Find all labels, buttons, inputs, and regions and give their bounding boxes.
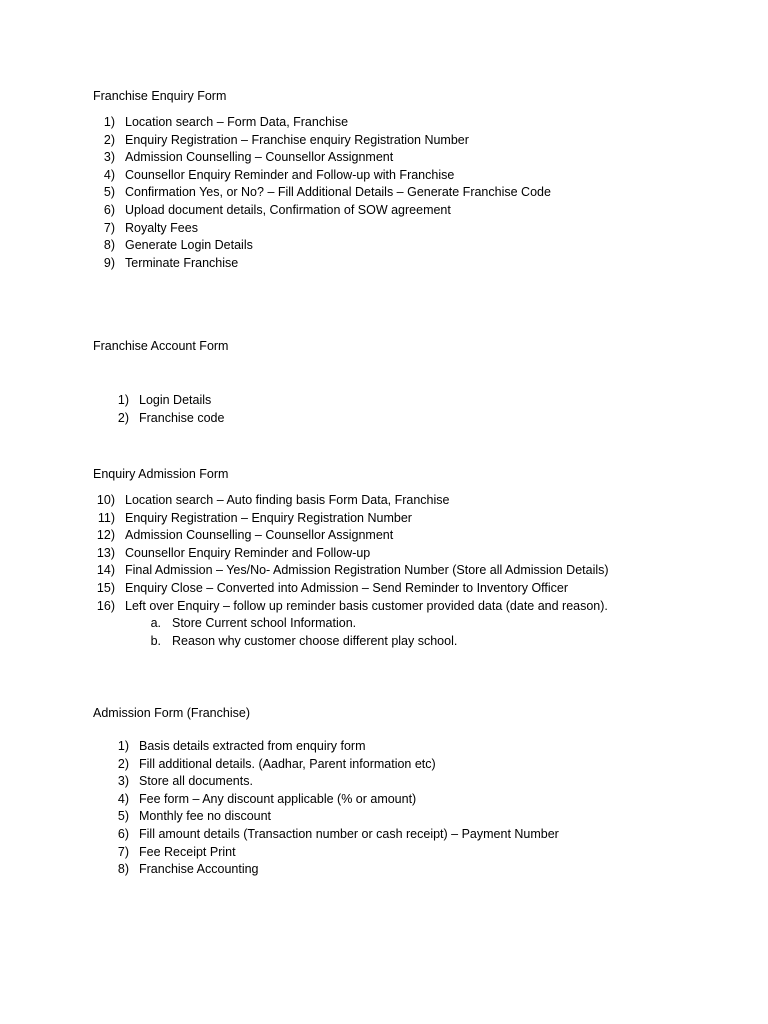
list-text: Terminate Franchise — [125, 255, 239, 270]
list-item — [93, 562, 713, 580]
section-title-franchise-enquiry: Franchise Enquiry Form — [93, 89, 227, 103]
list-item — [107, 861, 667, 879]
list-text: Enquiry Close – Converted into Admission – Send Reminder to Inventory Officer — [125, 580, 569, 595]
list-item — [93, 132, 693, 150]
list-number: 14) — [96, 563, 115, 578]
list-item — [93, 167, 693, 185]
list-text: Upload document details, Confirmation of SOW agreement — [125, 202, 451, 217]
list-number: 3) — [103, 150, 115, 165]
list-item — [93, 510, 713, 528]
list-text: Enquiry Registration – Franchise enquiry Registration Number — [125, 132, 469, 147]
list-text: Left over Enquiry – follow up reminder basis customer provided data (date and reason). — [125, 598, 608, 613]
list-number: 13) — [96, 545, 115, 560]
list-text: Final Admission – Yes/No- Admission Registration Number (Store all Admission Details) — [125, 563, 609, 578]
list-item — [93, 545, 713, 563]
list-number: 7) — [117, 844, 129, 859]
list-item — [93, 220, 693, 238]
list-text: Admission Counselling – Counsellor Assignment — [125, 528, 394, 543]
list-number: 5) — [103, 185, 115, 200]
list-number: 8) — [117, 862, 129, 877]
list-text: Login Details — [139, 393, 212, 407]
list-number: 16) — [96, 598, 115, 613]
admission-form-list — [107, 738, 667, 879]
list-text: Generate Login Details — [125, 238, 253, 253]
list-item — [93, 202, 693, 220]
list-item — [107, 410, 507, 428]
section-title-admission-form: Admission Form (Franchise) — [93, 706, 250, 720]
list-number: 6) — [103, 202, 115, 217]
list-number: 4) — [103, 167, 115, 182]
list-number: 10) — [96, 493, 115, 507]
list-number: 8) — [103, 238, 115, 253]
list-text: Franchise code — [139, 410, 225, 425]
list-item — [93, 255, 693, 273]
list-text: Royalty Fees — [125, 220, 198, 235]
list-text: Fill additional details. (Aadhar, Parent information etc) — [139, 756, 436, 771]
list-text: Store all documents. — [139, 774, 253, 789]
franchise-account-list — [107, 392, 507, 427]
list-number: 11) — [97, 510, 115, 525]
list-number: 4) — [117, 791, 129, 806]
list-number: 1) — [117, 739, 129, 753]
list-letter: b. — [150, 633, 161, 648]
list-item — [107, 808, 667, 826]
list-text: Admission Counselling – Counsellor Assignment — [125, 150, 394, 165]
list-text: Location search – Form Data, Franchise — [125, 115, 349, 129]
list-letter: a. — [150, 616, 161, 630]
list-item — [93, 114, 693, 132]
list-text: Fee form – Any discount applicable (% or amount) — [139, 791, 417, 806]
sub-list-item — [149, 615, 549, 633]
list-item — [107, 738, 667, 756]
list-item — [107, 791, 667, 809]
enquiry-admission-list — [93, 492, 713, 615]
sub-list-item — [149, 633, 549, 651]
list-item — [93, 580, 713, 598]
list-item — [93, 184, 693, 202]
list-text: Reason why customer choose different play school. — [172, 633, 458, 648]
list-item — [107, 756, 667, 774]
list-number: 3) — [117, 774, 129, 789]
list-number: 2) — [103, 132, 115, 147]
list-item — [107, 844, 667, 862]
list-text: Enquiry Registration – Enquiry Registration Number — [125, 510, 412, 525]
list-item — [93, 492, 713, 510]
list-text: Franchise Accounting — [139, 862, 259, 877]
list-item — [93, 149, 693, 167]
section-title-enquiry-admission: Enquiry Admission Form — [93, 467, 229, 481]
list-item — [107, 773, 667, 791]
list-item — [93, 237, 693, 255]
list-text: Monthly fee no discount — [139, 809, 272, 824]
list-number: 2) — [117, 410, 129, 425]
list-text: Location search – Auto finding basis Form Data, Franchise — [125, 493, 450, 507]
list-number: 2) — [117, 756, 129, 771]
list-item — [107, 826, 667, 844]
list-text: Confirmation Yes, or No? – Fill Additional Details – Generate Franchise Code — [125, 185, 551, 200]
list-number: 9) — [103, 255, 115, 270]
list-item — [93, 598, 713, 616]
list-text: Fill amount details (Transaction number or cash receipt) – Payment Number — [139, 826, 559, 841]
section-title-franchise-account: Franchise Account Form — [93, 339, 229, 353]
list-item — [93, 527, 713, 545]
list-text: Counsellor Enquiry Reminder and Follow-up with Franchise — [125, 167, 455, 182]
list-text: Fee Receipt Print — [139, 844, 236, 859]
list-number: 15) — [96, 580, 115, 595]
list-number: 7) — [103, 220, 115, 235]
list-text: Store Current school Information. — [172, 616, 357, 630]
list-item — [107, 392, 507, 410]
list-text: Basis details extracted from enquiry form — [139, 739, 366, 753]
franchise-enquiry-list — [93, 114, 693, 272]
list-text: Counsellor Enquiry Reminder and Follow-up — [125, 545, 371, 560]
list-number: 5) — [117, 809, 129, 824]
list-number: 1) — [103, 115, 115, 129]
list-number: 1) — [117, 393, 129, 407]
list-number: 12) — [96, 528, 115, 543]
enquiry-admission-sublist — [149, 615, 549, 650]
list-number: 6) — [117, 826, 129, 841]
